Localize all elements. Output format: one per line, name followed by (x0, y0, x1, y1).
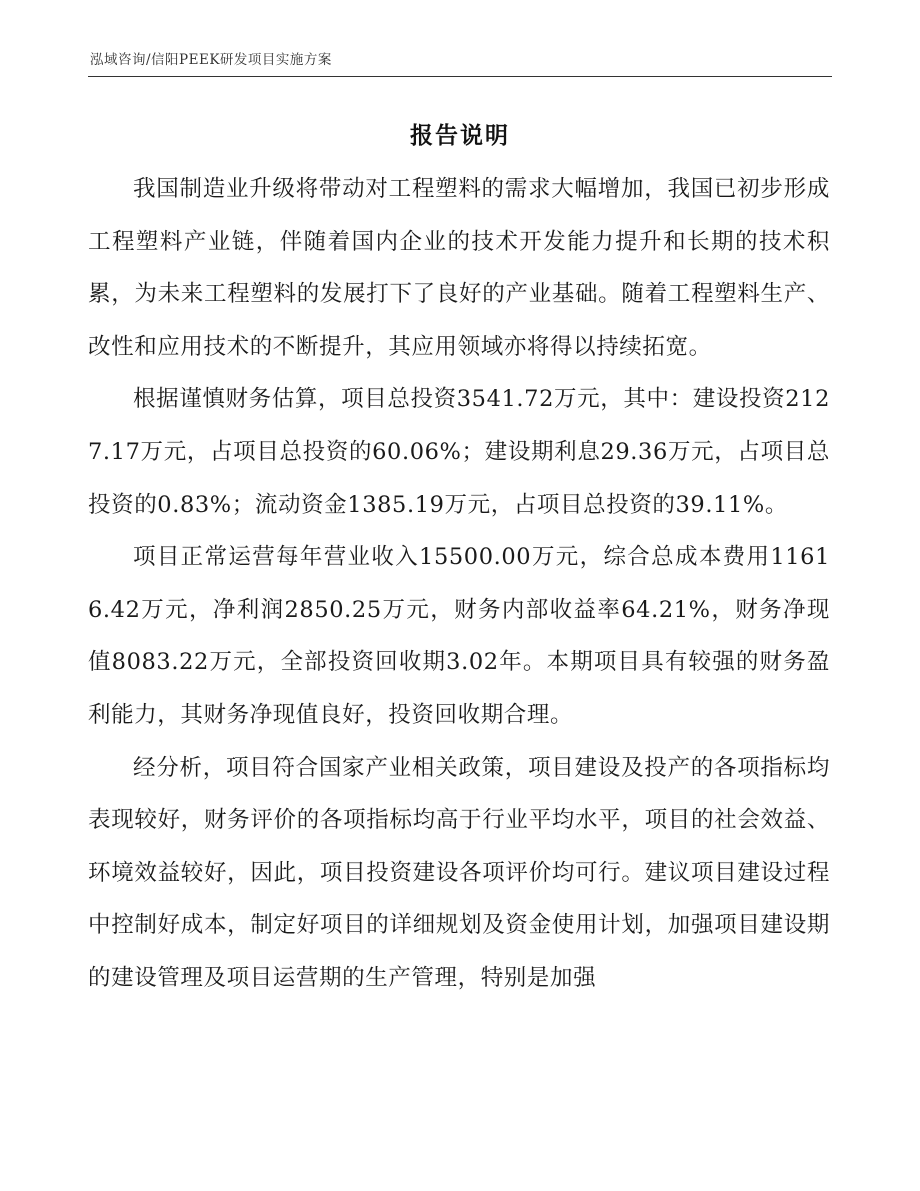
paragraph-investment-estimate: 根据谨慎财务估算，项目总投资3541.72万元，其中：建设投资2127.17万元，占项目总投资的60.06%；建设期利息29.36万元，占项目总投资的0.83%；流动资金1385.19万元，占项目总投资的39.11%。 (88, 386, 830, 518)
header-divider (88, 76, 832, 77)
paragraph-analysis-conclusion: 经分析，项目符合国家产业相关政策，项目建设及投产的各项指标均表现较好，财务评价的各项指标均高于行业平均水平，项目的社会效益、环境效益较好，因此，项目投资建设各项评价均可行。建议项目建设过程中控制好成本，制定好项目的详细规划及资金使用计划，加强项目建设期的建设管理及项目运营期的生产管理，特别是加强 (88, 754, 830, 991)
report-body (88, 163, 830, 1005)
report-title: 报告说明 (410, 123, 510, 149)
paragraph-industry-background: 我国制造业升级将带动对工程塑料的需求大幅增加，我国已初步形成工程塑料产业链，伴随着国内企业的技术开发能力提升和长期的技术积累，为未来工程塑料的发展打下了良好的产业基础。随着工程塑料生产、改性和应用技术的不断提升，其应用领域亦将得以持续拓宽。 (88, 176, 830, 360)
paragraph-financial-returns: 项目正常运营每年营业收入15500.00万元，综合总成本费用11616.42万元，净利润2850.25万元，财务内部收益率64.21%，财务净现值8083.22万元，全部投资回收期3.02年。本期项目具有较强的财务盈利能力，其财务净现值良好，投资回收期合理。 (88, 544, 830, 728)
running-header: 泓域咨询/信阳PEEK研发项目实施方案 (90, 52, 332, 68)
